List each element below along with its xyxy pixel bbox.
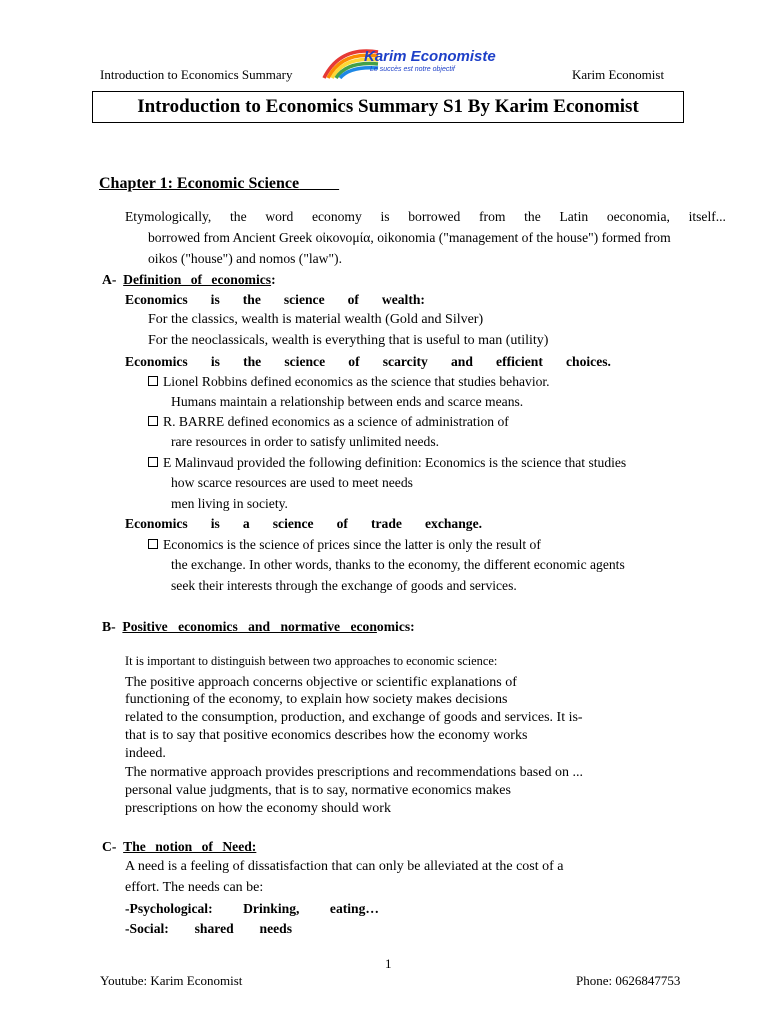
logo (320, 46, 496, 80)
logo-tagline: Le succès est notre objectif (370, 66, 455, 73)
footer-youtube: Youtube: Karim Economist (100, 973, 243, 988)
list-item: E Malinvaud provided the following definition: Economics is the science that studies (148, 455, 626, 471)
section-b-line: related to the consumption, production, and exchange of goods and services. It is- (125, 710, 583, 725)
checkbox-bullet-icon (148, 539, 158, 549)
wealth-line: For the neoclassicals, wealth is everything that is useful to man (utility) (148, 333, 549, 348)
section-b-marker: B- (102, 619, 116, 634)
section-b-line: prescriptions on how the economy should work (125, 801, 391, 816)
word: -Psychological: (125, 901, 213, 916)
word: Etymologically, (125, 209, 212, 224)
word: science (272, 516, 314, 531)
list-item: R. BARRE defined economics as a science of administration of (148, 414, 509, 430)
word: science (283, 292, 325, 307)
word: economy (311, 209, 362, 224)
word: is (210, 516, 220, 531)
section-c-title: The notion of Need: (123, 839, 257, 854)
checkbox-bullet-icon (148, 457, 158, 467)
section-a-title: Definition of economics (123, 272, 272, 287)
section-b-line: functioning of the economy, to explain how society makes decisions (125, 692, 508, 707)
scarcity-heading (125, 354, 611, 370)
word: the (242, 292, 261, 307)
list-item-continuation: Humans maintain a relationship between ends and scarce means. (171, 394, 524, 409)
section-b-line: personal value judgments, that is to say, normative economics makes (125, 783, 511, 798)
word: the (243, 354, 262, 369)
chapter-heading (99, 175, 339, 193)
word: is (380, 209, 390, 224)
list-item-continuation: how scarce resources are used to meet needs (171, 475, 413, 490)
word: a (242, 516, 250, 531)
section-a-colon: : (271, 272, 276, 287)
word: the (230, 209, 247, 224)
word: and (450, 354, 473, 369)
word: Economics (125, 292, 188, 307)
word: wealth: (381, 292, 425, 307)
trade-heading (125, 516, 482, 532)
word: borrowed (408, 209, 461, 224)
list-item-continuation: the exchange. In other words, thanks to the economy, the different economic agents (171, 557, 625, 572)
section-b-line: The normative approach provides prescriptions and recommendations based on ... (125, 765, 583, 780)
list-item-continuation: seek their interests through the exchange of goods and services. (171, 578, 517, 593)
checkbox-bullet-icon (148, 376, 158, 386)
word: word (265, 209, 294, 224)
running-header-right: Karim Economist (572, 67, 665, 82)
page-number: 1 (385, 956, 392, 971)
section-b-title: Positive economics and normative econ (122, 619, 377, 634)
word: Latin (559, 209, 589, 224)
word: is (210, 292, 220, 307)
running-header-left: Introduction to Economics Summary (100, 67, 293, 82)
section-a-marker: A- (102, 272, 117, 287)
word: of (348, 354, 360, 369)
document-title: Introduction to Economics Summary S1 By Karim Economist (92, 91, 684, 123)
word: of (347, 292, 359, 307)
section-c-marker: C- (102, 839, 117, 854)
word: of (336, 516, 348, 531)
need-type-social (125, 921, 292, 937)
etymology-line-3: oikos ("house") and nomos ("law"). (148, 251, 342, 266)
word: scarcity (382, 354, 428, 369)
section-a-heading (102, 272, 276, 288)
word: shared (194, 921, 234, 936)
word: Economics (125, 354, 188, 369)
section-c-line: effort. The needs can be: (125, 880, 264, 895)
list-item: Lionel Robbins defined economics as the science that studies behavior. (148, 374, 550, 390)
section-b-line: The positive approach concerns objective or scientific explanations of (125, 675, 517, 690)
etymology-line-2: borrowed from Ancient Greek οἰκονομία, oikonomia ("management of the house") formed from (148, 230, 671, 245)
section-b-title-end: omics: (376, 619, 415, 634)
word: efficient (496, 354, 543, 369)
word: choices. (566, 354, 611, 369)
etymology-line-1 (125, 209, 726, 225)
list-item-continuation: men living in society. (171, 496, 288, 511)
word: Drinking, (243, 901, 300, 916)
section-c-line: A need is a feeling of dissatisfaction that can only be alleviated at the cost of a (125, 859, 564, 874)
section-b-line: indeed. (125, 746, 166, 761)
word: -Social: (125, 921, 169, 936)
word: exchange. (424, 516, 482, 531)
list-item-continuation: rare resources in order to satisfy unlimited needs. (171, 434, 440, 449)
checkbox-bullet-icon (148, 416, 158, 426)
logo-name: Karim Economiste (364, 48, 496, 65)
word: eating… (329, 901, 379, 916)
section-b-intro: It is important to distinguish between two approaches to economic science: (125, 654, 498, 668)
wealth-heading (125, 292, 425, 308)
section-c-heading (102, 839, 256, 855)
word: is (210, 354, 220, 369)
word: science (284, 354, 326, 369)
chapter-title: Chapter 1: Economic Science (99, 175, 300, 192)
list-item: Economics is the science of prices since the latter is only the result of (148, 537, 541, 553)
word: the (524, 209, 541, 224)
section-b-line: that is to say that positive economics describes how the economy works (125, 728, 528, 743)
word: from (479, 209, 506, 224)
wealth-line: For the classics, wealth is material wealth (Gold and Silver) (148, 312, 484, 327)
need-type-psychological (125, 901, 379, 917)
word: Economics (125, 516, 188, 531)
section-b-heading (102, 619, 415, 635)
word: needs (259, 921, 292, 936)
footer-phone: Phone: 0626847753 (576, 973, 681, 988)
word: itself... (688, 209, 726, 224)
word: oeconomia, (606, 209, 670, 224)
word: trade (370, 516, 402, 531)
